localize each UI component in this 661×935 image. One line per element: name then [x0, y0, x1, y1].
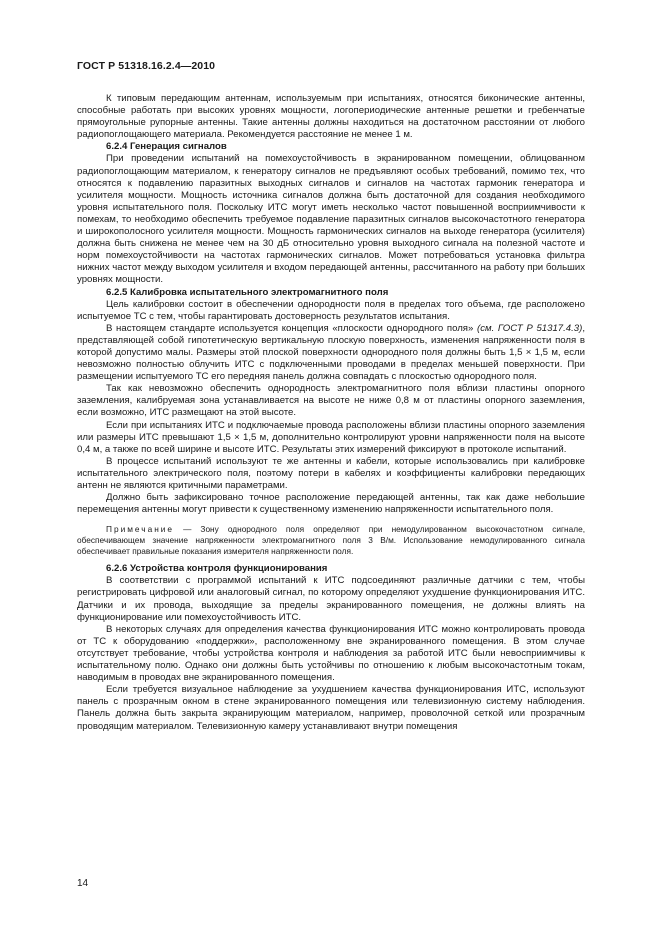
uniform-field-text-start: В настоящем стандарте используется концепция «плоскости однородного поля» [106, 322, 477, 334]
page-number: 14 [77, 878, 89, 889]
section-6-2-6-heading: 6.2.6 Устройства контроля функционирования [106, 563, 328, 575]
paragraph-support-equipment: В некоторых случаях для определения качества функционирования ИТС можно контролировать провода от ТС к оборудованию «поддержки», расположенному вне экранированного помещения. В этом случае отсутствует требование, чтобы устройства контроля и наблюдения за работой ИТС были невосприимчивы к испытательному полю. Однако они должны быть устойчивы по отношению к любым высокочастотным токам, наводимым в проводах вне экранированного помещения. [77, 623, 585, 684]
document-body [77, 93, 585, 733]
note-label: Примечание [106, 524, 175, 535]
paragraph-signal-generation: При проведении испытаний на помехоустойчивость в экранированном помещении, облицованном радиопоглощающим материалом, к генератору сигналов не предъявляют особых требований, помимо тех, что относятся к подавлению паразитных выходных сигналов и сигналов на частотах гармоник генератора и усилителя мощности. Мощность источника сигналов должна быть достаточной для создания необходимого уровня испытательного поля. Поскольку ИТС могут иметь несколько частот повышенной восприимчивости к помехам, то необходимо обеспечить требуемое подавление паразитных сигналов высокочастотного генератора и широкополосного усилителя мощности. Мощность гармонических сигналов на выходе генератора (усилителя) должна быть снижена не менее чем на 30 дБ относительно уровня выходного сигнала на полезной частоте и норм помехоустойчивости на частотах гармонических сигналов. Может потребоваться установка фильтра нижних частот между выходом усилителя и входом передающей антенны, рассчитанного на работу при больших уровнях мощности. [77, 153, 585, 286]
paragraph-uniform-field-concept [77, 323, 585, 383]
standard-reference: (см. ГОСТ Р 51317.4.3) [477, 322, 583, 334]
paragraph-same-antennas: В процессе испытаний используют те же антенны и кабели, которые использовались при калибровке испытательного электрического поля, поэтому потери в кабелях и коэффициенты калибровки передающих антенн не являются критичными параметрами. [77, 455, 585, 491]
uniform-field-text-end: , представляющей собой гипотетическую вертикальную плоскую поверхность, изменения напряженности поля в которой допустимо малы. Размеры этой плоской поверхности однородного поля должны быть 1,5 × 1,5 м, если невозможно полностью облучить ИТС с подключенными проводами в пределах меньшей поверхности. При размещении испытуемого ТС его передняя панель должна совпадать с плоскостью однородного поля. [77, 322, 585, 383]
paragraph-additional-control: Если при испытаниях ИТС и подключаемые провода расположены вблизи пластины опорного заземления или размеры ИТС превышают 1,5 × 1,5 м, дополнительно контролируют уровни напряженности поля на высоте 0,4 м, а также по всей ширине и высоте ИТС. Результаты этих измерений фиксируют в протоколе испытаний. [77, 419, 585, 455]
paragraph-sensors: В соответствии с программой испытаний к ИТС подсоединяют различные датчики с тем, чтобы регистрировать цифровой или аналоговый сигнал, по которому определяют ухудшение функционирования ИТС. Датчики и их провода, выходящие за пределы экранированного помещения, не должны влиять на функционирование или помехоустойчивость ИТС. [77, 575, 585, 623]
paragraph-antennas: К типовым передающим антеннам, используемым при испытаниях, относятся биконические антенны, способные работать при высоких уровнях мощности, логопериодические антенные решетки и гребенчатые прямоугольные рупорные антенны. Такие антенны должны находиться на достаточном расстоянии от любого радиопоглощающего материала. Рекомендуется расстояние не менее 1 м. [77, 93, 585, 141]
note [77, 524, 585, 557]
paragraph-visual-observation: Если требуется визуальное наблюдение за ухудшением качества функционирования ИТС, используют панель с прозрачным окном в стене экранированного помещения или телевизионную систему наблюдения. Панель должна быть закрыта экранирующим материалом, например, проволочной сеткой или прозрачным проводящим материалом. Телевизионную камеру устанавливают внутри помещения [77, 684, 585, 732]
paragraph-calibration-goal: Цель калибровки состоит в обеспечении однородности поля в пределах того объема, где расположено испытуемое ТС с тем, чтобы гарантировать достоверность результатов испытания. [77, 298, 585, 322]
document-header: ГОСТ Р 51318.16.2.4—2010 [77, 60, 216, 72]
section-6-2-4-heading: 6.2.4 Генерация сигналов [106, 141, 227, 153]
section-6-2-5-heading: 6.2.5 Калибровка испытательного электромагнитного поля [106, 286, 389, 298]
paragraph-ground-plane: Так как невозможно обеспечить однородность электромагнитного поля вблизи пластины опорного заземления, калибруемая зона устанавливается на высоте не ниже 0,8 м от пластины опорного заземления, если возможно, ИТС размещают на этой высоте. [77, 383, 585, 419]
paragraph-antenna-position: Должно быть зафиксировано точное расположение передающей антенны, так как даже небольшие перемещения антенны могут привести к существенному изменению напряженности испытательного поля. [77, 492, 585, 516]
note-text: — Зону однородного поля определяют при немодулированном высокочастотном сигнале, обеспечивающем значение напряженности электромагнитного поля 3 В/м. Использование немодулированного сигнала обеспечивает правильные показания измерителя напряженности поля. [77, 524, 585, 557]
